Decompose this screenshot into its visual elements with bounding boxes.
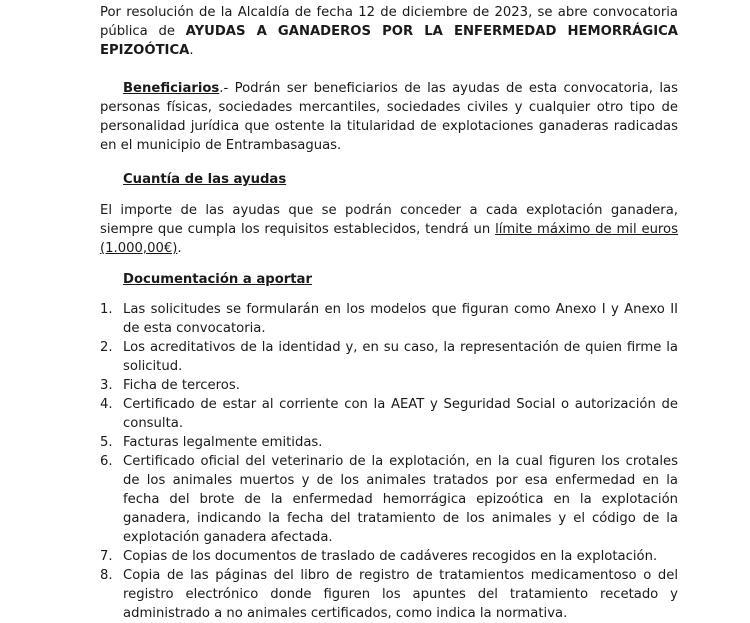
- list-item: [100, 376, 678, 395]
- intro-text: Por resolución de la Alcaldía de fecha 12 de diciembre de 2023, se abre convocatoria pública de: [100, 5, 678, 39]
- item-text: Las solicitudes se formularán en los modelos que figuran como Anexo I y Anexo II de esta convocatoria.: [123, 302, 678, 336]
- cuantia-limit: límite máximo de mil euros (1.000,00€): [100, 222, 678, 256]
- item-number: 5.: [100, 435, 113, 450]
- intro-title: AYUDAS A GANADEROS POR LA ENFERMEDAD HEMORRÁGICA EPIZOÓTICA: [100, 24, 678, 58]
- cuantia-heading: Cuantía de las ayudas: [123, 172, 287, 187]
- beneficiarios-label: Beneficiarios: [123, 81, 220, 96]
- cuantia-text: El importe de las ayudas que se podrán conceder a cada explotación ganadera, siempre que cumpla los requisitos establecidos, tendrá un: [100, 203, 678, 237]
- item-text: Facturas legalmente emitidas.: [123, 435, 323, 450]
- beneficiarios-text: .- Podrán ser beneficiarios de las ayudas de esta convocatoria, las personas físicas, sociedades mercantiles, sociedades civiles y cualquier otro tipo de personalidad jurídica que ostente la titularidad de explotaciones ganaderas radicadas en el municipio de Entrambasaguas.: [100, 81, 678, 153]
- list-item: [100, 547, 678, 566]
- list-item: [100, 395, 678, 433]
- item-number: 3.: [100, 378, 113, 393]
- beneficiarios-paragraph: [100, 79, 678, 155]
- documentacion-heading: Documentación a aportar: [123, 272, 312, 287]
- item-text: Copias de los documentos de traslado de cadáveres recogidos en la explotación.: [123, 549, 658, 564]
- list-item: [100, 452, 678, 547]
- item-text: Copia de las páginas del libro de registro de tratamientos medicamentoso o del registro electrónico donde figuren los apuntes del tratamiento recetado y administrado a no animales certificados, como indica la normativa.: [123, 568, 678, 621]
- intro-paragraph: [100, 3, 678, 60]
- item-text: Certificado oficial del veterinario de la explotación, en la cual figuren los crotales de los animales muertos y de los animales tratados por esa enfermedad en la fecha del brote de la enfermedad hemorrágica epizoótica en la explotación ganadera, indicando la fecha del tratamiento de los animales y el código de la explotación ganadera afectada.: [123, 454, 678, 545]
- item-text: Los acreditativos de la identidad y, en su caso, la representación de quien firme la solicitud.: [123, 340, 678, 374]
- list-item: [100, 338, 678, 376]
- list-item: [100, 433, 678, 452]
- list-item: [100, 566, 678, 623]
- documentacion-list: [100, 300, 678, 623]
- cuantia-end: .: [177, 241, 182, 256]
- item-number: 2.: [100, 340, 113, 355]
- item-text: Certificado de estar al corriente con la AEAT y Seguridad Social o autorización de consulta.: [123, 397, 678, 431]
- list-item: [100, 300, 678, 338]
- intro-end: .: [189, 43, 194, 58]
- item-text: Ficha de terceros.: [123, 378, 240, 393]
- item-number: 6.: [100, 454, 113, 469]
- item-number: 1.: [100, 302, 113, 317]
- item-number: 4.: [100, 397, 113, 412]
- cuantia-paragraph: [100, 201, 678, 258]
- item-number: 8.: [100, 568, 113, 583]
- item-number: 7.: [100, 549, 113, 564]
